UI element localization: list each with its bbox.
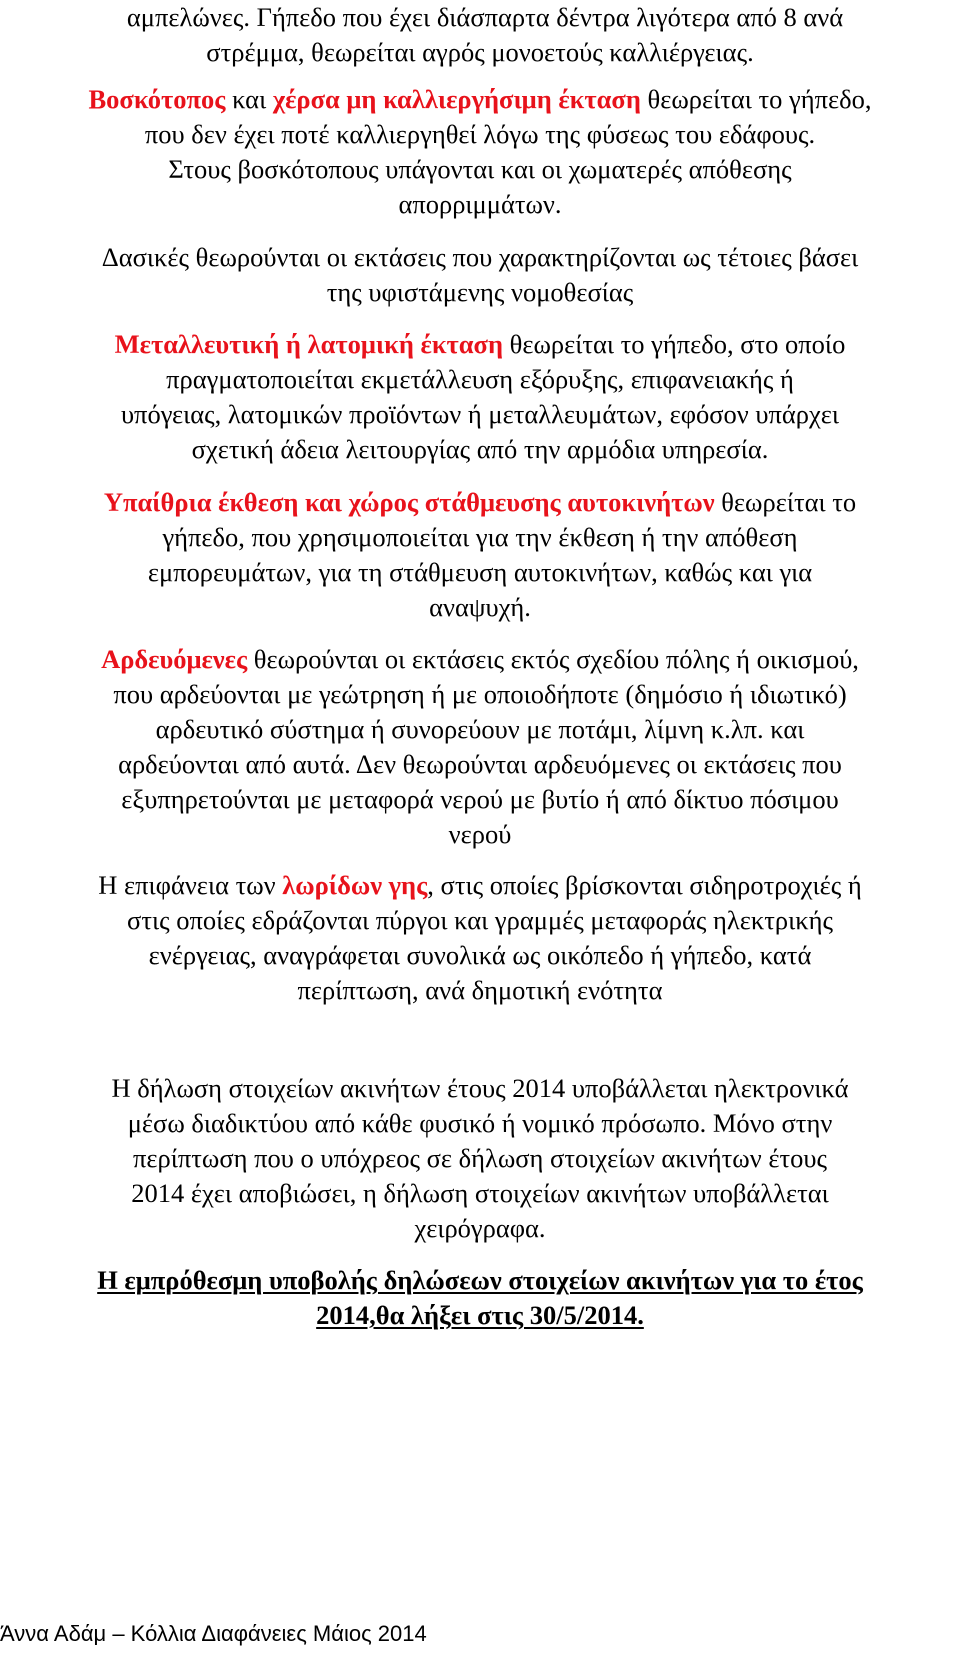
highlight-term: και χώρος <box>305 487 419 517</box>
paragraph-land-strips <box>0 868 960 1008</box>
text-run: θεωρείται το γήπεδο, <box>640 84 872 114</box>
text-run: , στις οποίες βρίσκονται σιδηροτροχιές ή <box>427 870 862 900</box>
highlight-term: στάθμευσης <box>424 487 561 517</box>
text-line <box>0 1263 960 1298</box>
text-run: και <box>225 84 273 114</box>
text-line: Η δήλωση στοιχείων ακινήτων έτους 2014 υποβάλλεται ηλεκτρονικά <box>111 1073 849 1103</box>
text-line: νερού <box>448 819 512 849</box>
paragraph-outdoor-parking <box>0 485 960 625</box>
deadline-date: 2014,θα λήξει στις 30/5/2014. <box>316 1300 644 1330</box>
text-line: σχετική άδεια λειτουργίας από την αρμόδια υπηρεσία. <box>191 434 769 464</box>
text-line: αναψυχή. <box>429 592 531 622</box>
text-line: που αρδεύονται με γεώτρηση ή με οποιοδήποτε (δημόσιο ή ιδιωτικό) <box>113 679 847 709</box>
paragraph-pasture <box>0 82 960 222</box>
text-run: θεωρείται το <box>714 487 857 517</box>
text-line <box>0 868 960 903</box>
text-line: στις οποίες εδράζονται πύργοι και γραμμές μεταφοράς ηλεκτρικής <box>127 905 833 935</box>
paragraph-vineyards <box>0 0 960 70</box>
paragraph-mining <box>0 327 960 467</box>
text-line: περίπτωση, ανά δημοτική ενότητα <box>297 975 663 1005</box>
text-line: υπόγειας, λατομικών προϊόντων ή μεταλλευμάτων, εφόσον υπάρχει <box>120 399 840 429</box>
text-line: της υφιστάμενης νομοθεσίας <box>326 277 634 307</box>
text-line: πραγματοποιείται εκμετάλλευση εξόρυξης, επιφανειακής ή <box>166 364 794 394</box>
text-line <box>0 485 960 520</box>
text-line: αρδεύονται από αυτά. Δεν θεωρούνται αρδευόμενες οι εκτάσεις που <box>118 749 842 779</box>
text-line: περίπτωση που ο υπόχρεος σε δήλωση στοιχείων ακινήτων έτους <box>133 1143 827 1173</box>
highlight-term: λωρίδων γης <box>282 870 428 900</box>
text-line: απορριμμάτων. <box>398 189 562 219</box>
text-run: θεωρείται το γήπεδο, στο οποίο <box>503 329 846 359</box>
text-run: θεωρούνται οι εκτάσεις εκτός σχεδίου πόλης ή οικισμού, <box>247 644 859 674</box>
highlight-term: Βοσκότοπος <box>88 84 226 114</box>
text-line: χειρόγραφα. <box>414 1213 546 1243</box>
text-line: Στους βοσκότοπους υπάγονται και οι χωματερές απόθεσης <box>168 154 792 184</box>
paragraph-forest <box>0 240 960 310</box>
text-line <box>0 82 960 117</box>
text-line <box>0 327 960 362</box>
text-line: αρδευτικό σύστημα ή συνορεύουν με ποτάμι, λίμνη κ.λπ. και <box>155 714 805 744</box>
text-line: που δεν έχει ποτέ καλλιεργηθεί λόγω της φύσεως του εδάφους. <box>144 119 816 149</box>
text-run: Η επιφάνεια των <box>98 870 283 900</box>
text-line <box>0 642 960 677</box>
text-line: Δασικές θεωρούνται οι εκτάσεις που χαρακτηρίζονται ως τέτοιες βάσει <box>101 242 859 272</box>
deadline-text: Η εμπρόθεσμη υποβολής δηλώσεων στοιχείων ακινήτων για το έτος <box>97 1265 863 1295</box>
highlight-term: Μεταλλευτική ή λατομική έκταση <box>114 329 503 359</box>
deadline-notice <box>0 1263 960 1333</box>
highlight-term: Αρδευόμενες <box>101 644 248 674</box>
text-line: 2014 έχει αποβιώσει, η δήλωση στοιχείων ακινήτων υποβάλλεται <box>131 1178 829 1208</box>
highlight-term: Υπαίθρια έκθεση <box>103 487 299 517</box>
text-line: εμπορευμάτων, για τη στάθμευση αυτοκινήτων, καθώς και για <box>147 557 813 587</box>
highlight-term: αυτοκινήτων <box>567 487 715 517</box>
text-line: εξυπηρετούνται με μεταφορά νερού με βυτίο ή από δίκτυο πόσιμου <box>121 784 839 814</box>
text-run <box>418 487 425 517</box>
text-line: ενέργειας, αναγράφεται συνολικά ως οικόπεδο ή γήπεδο, κατά <box>148 940 812 970</box>
text-line <box>0 1298 960 1333</box>
paragraph-irrigated <box>0 642 960 852</box>
text-line: αμπελώνες. Γήπεδο που έχει διάσπαρτα δέντρα λιγότερα από 8 ανά <box>126 2 844 32</box>
text-line: μέσω διαδικτύου από κάθε φυσικό ή νομικό πρόσωπο. Μόνο στην <box>127 1108 833 1138</box>
paragraph-declaration <box>0 1071 960 1246</box>
highlight-term: χέρσα μη καλλιεργήσιμη έκταση <box>272 84 641 114</box>
footer-author: Άννα Αδάμ – Κόλλια Διαφάνειες Μάιος 2014 <box>0 1621 427 1646</box>
text-line: στρέμμα, θεωρείται αγρός μονοετούς καλλιέργειας. <box>206 37 754 67</box>
text-line: γήπεδο, που χρησιμοποιείται για την έκθεση ή την απόθεση <box>162 522 798 552</box>
